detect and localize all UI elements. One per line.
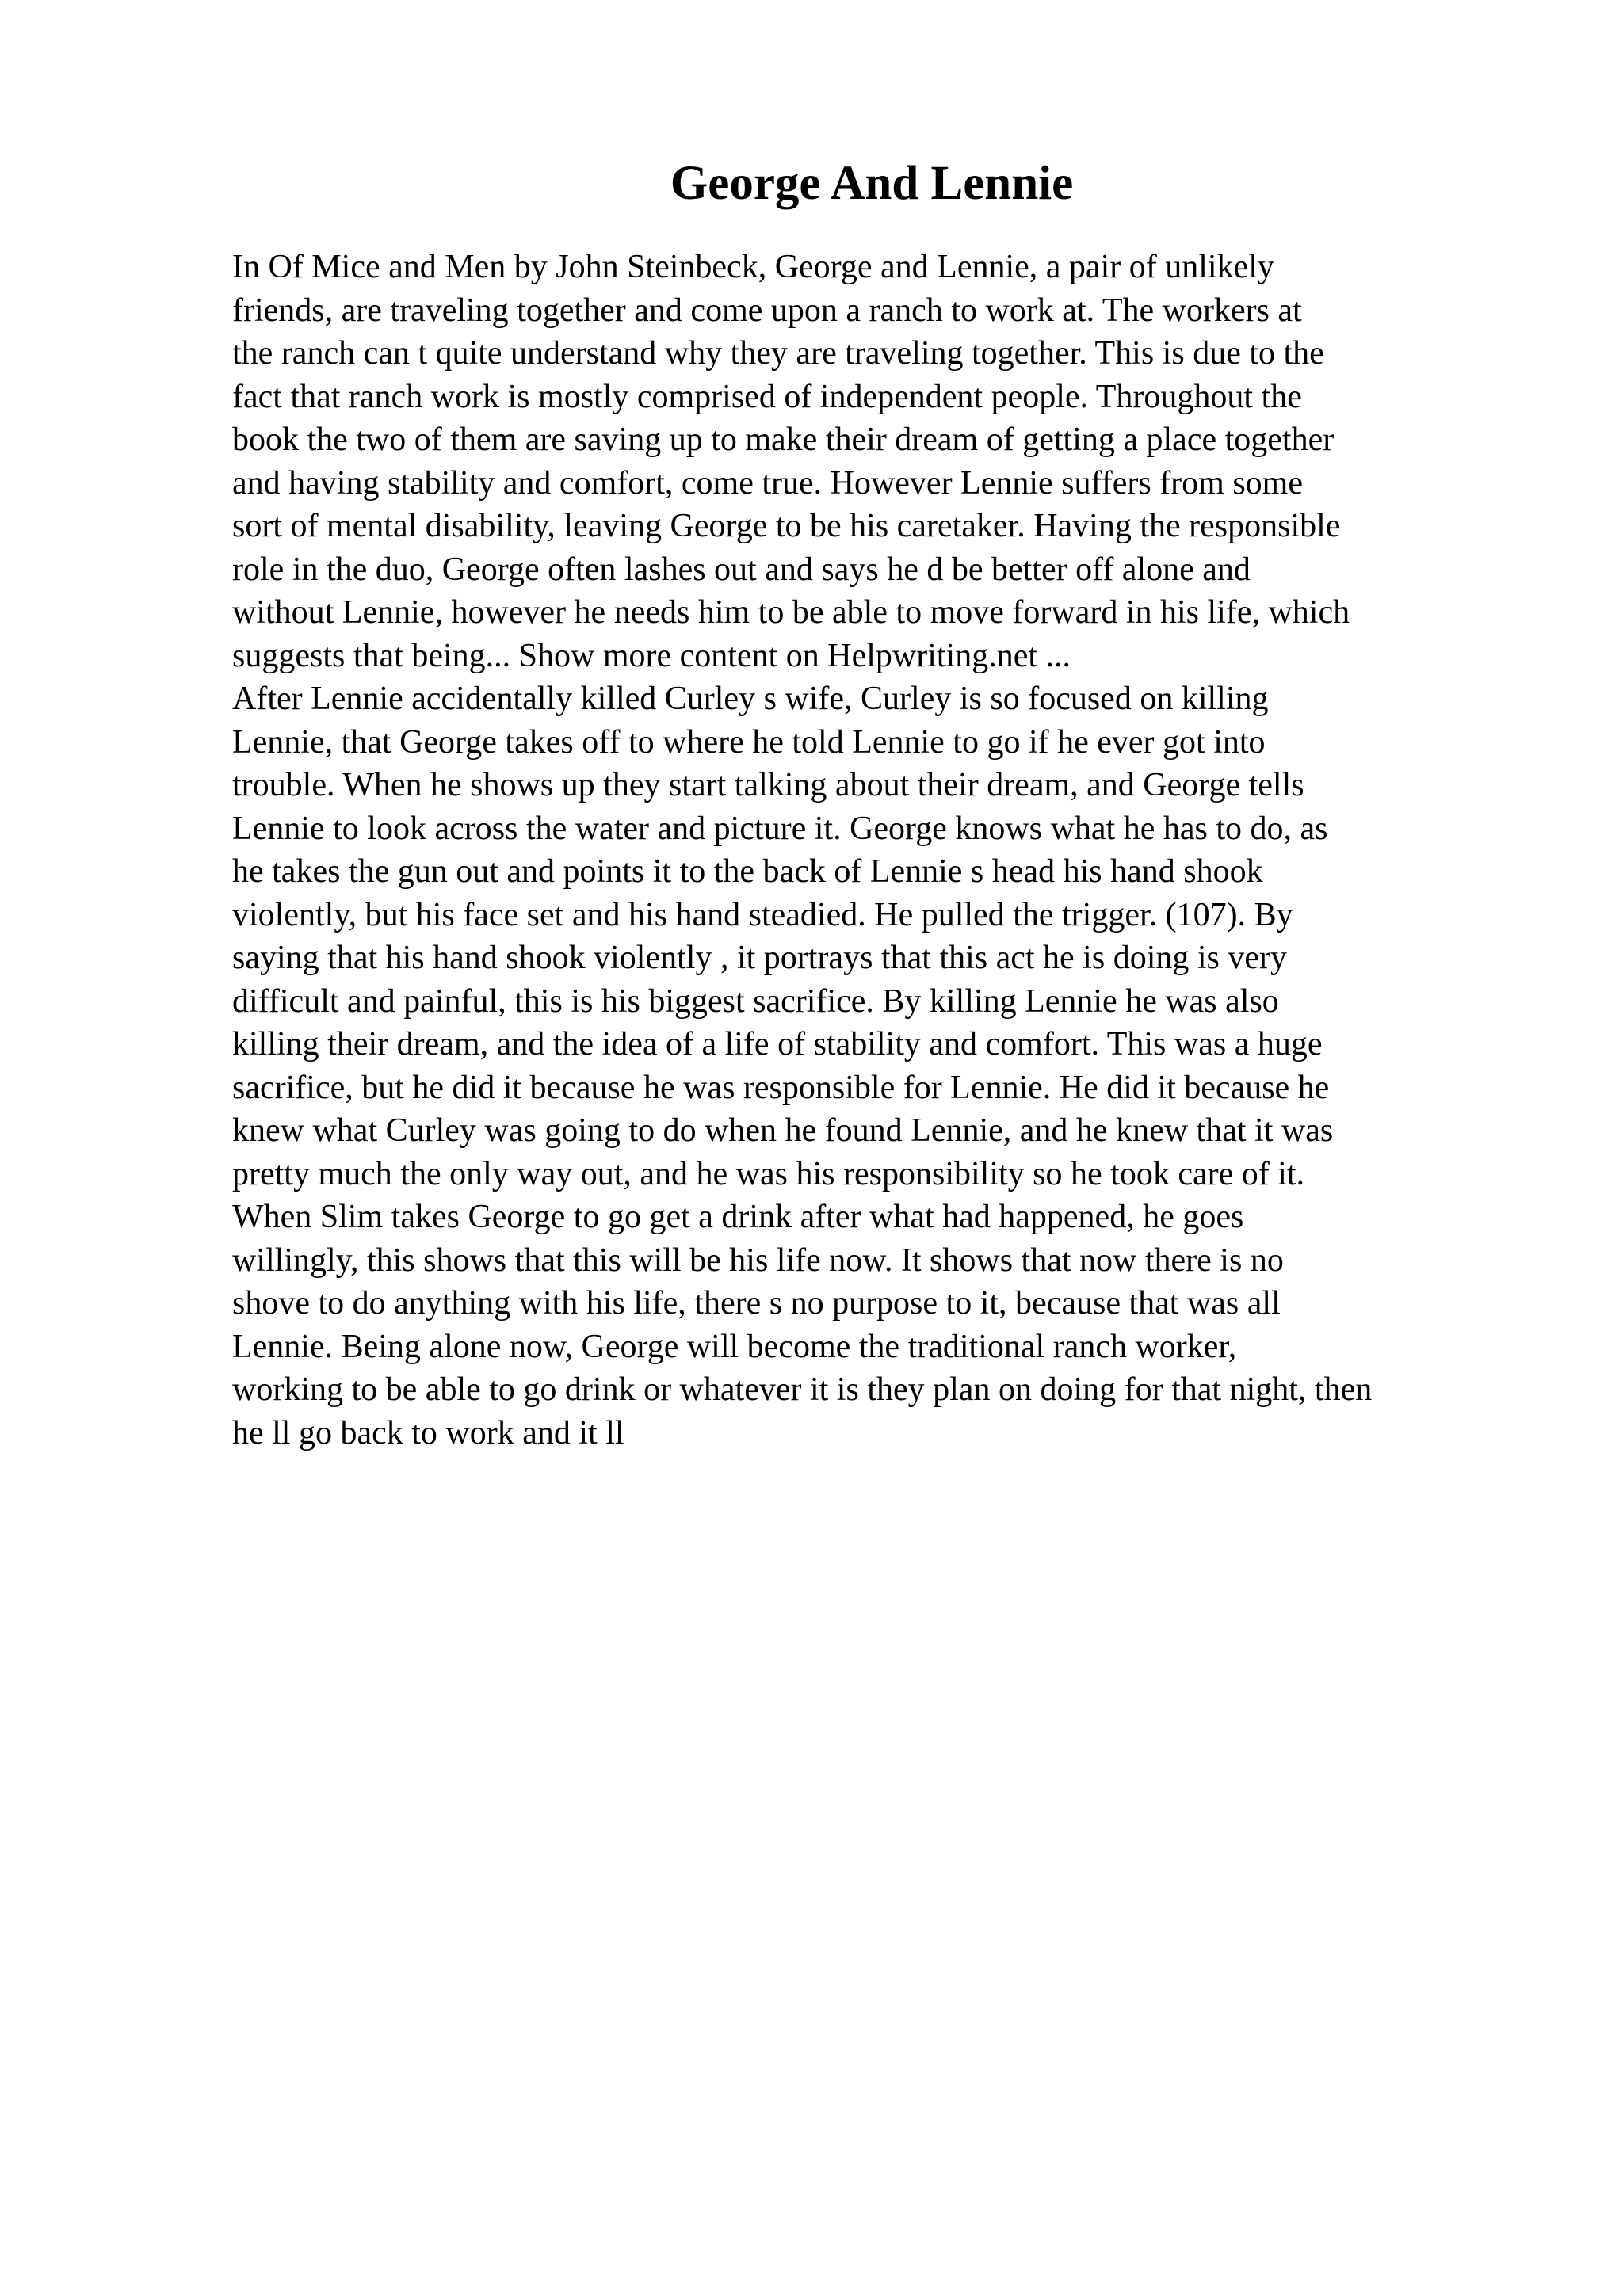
body-line: Lennie to look across the water and picture it. George knows what he has to do, as: [232, 810, 1328, 847]
body-line: difficult and painful, this is his biggest sacrifice. By killing Lennie he was also: [232, 982, 1279, 1020]
body-line: saying that his hand shook violently , it portrays that this act he is doing is very: [232, 940, 1287, 976]
body-line: sort of mental disability, leaving George to be his caretaker. Having the responsible: [232, 508, 1341, 544]
body-line: the ranch can t quite understand why they are traveling together. This is due to the: [232, 335, 1324, 372]
body-line: Lennie, that George takes off to where he told Lennie to go if he ever got into: [232, 723, 1266, 761]
body-line: violently, but his face set and his hand steadied. He pulled the trigger. (107). By: [232, 896, 1293, 933]
body-line: willingly, this shows that this will be his life now. It shows that now there is no: [232, 1241, 1284, 1279]
body-line: book the two of them are saving up to make their dream of getting a place together: [232, 421, 1335, 458]
body-line: sacrifice, but he did it because he was responsible for Lennie. He did it because he: [232, 1069, 1330, 1106]
body-line: suggests that being... Show more content on Helpwriting.net ...: [232, 637, 1071, 674]
body-line: killing their dream, and the idea of a life of stability and comfort. This was a huge: [232, 1026, 1323, 1062]
body-line: role in the duo, George often lashes out and says he d be better off alone and: [232, 551, 1251, 588]
document-title: George And Lennie: [670, 157, 1074, 210]
body-line: working to be able to go drink or whatever it is they plan on doing for that night, then: [232, 1371, 1373, 1408]
body-line: When Slim takes George to go get a drink after what had happened, he goes: [232, 1199, 1244, 1235]
body-line: and having stability and comfort, come true. However Lennie suffers from some: [232, 464, 1303, 502]
body-line: knew what Curley was going to do when he found Lennie, and he knew that it was: [232, 1112, 1334, 1149]
body-line: fact that ranch work is mostly comprised of independent people. Throughout the: [232, 378, 1302, 415]
body-line: friends, are traveling together and come upon a ranch to work at. The workers at: [232, 292, 1302, 329]
document-body: [232, 246, 1532, 1455]
body-line: he ll go back to work and it ll: [232, 1414, 624, 1451]
body-line: without Lennie, however he needs him to be able to move forward in his life, which: [232, 594, 1350, 631]
body-line: he takes the gun out and points it to the back of Lennie s head his hand shook: [232, 853, 1263, 890]
body-line: trouble. When he shows up they start talking about their dream, and George tells: [232, 767, 1304, 803]
body-line: shove to do anything with his life, there s no purpose to it, because that was all: [232, 1285, 1281, 1322]
body-line: Lennie. Being alone now, George will become the traditional ranch worker,: [232, 1328, 1237, 1365]
body-line: In Of Mice and Men by John Steinbeck, George and Lennie, a pair of unlikely: [232, 249, 1274, 285]
body-line: After Lennie accidentally killed Curley s wife, Curley is so focused on killing: [232, 681, 1269, 717]
body-line: pretty much the only way out, and he was his responsibility so he took care of it.: [232, 1155, 1305, 1192]
